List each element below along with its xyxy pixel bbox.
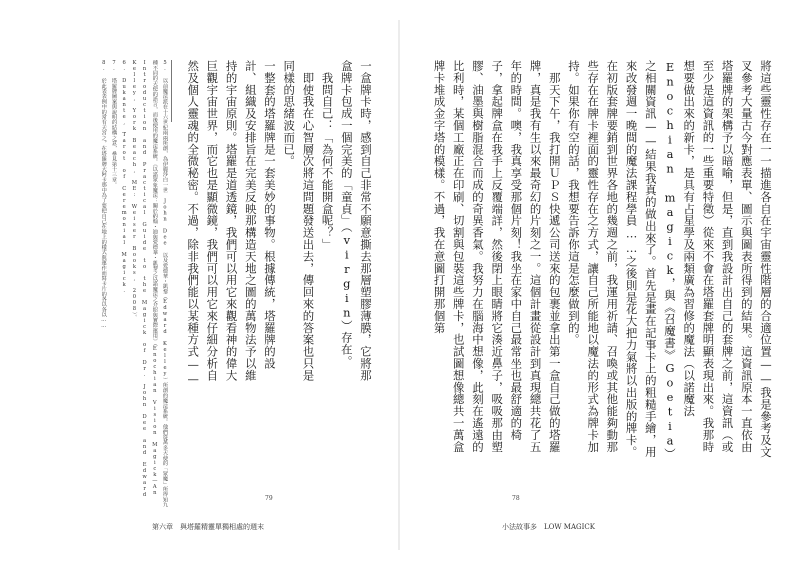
left-page-number: 79 (265, 495, 273, 502)
left-running-head: 第六章 與塔羅精靈單獨相處的週末 (152, 523, 264, 531)
right-running-head: 小法故事多 LOW MAGICK (502, 523, 595, 531)
right-page (400, 0, 799, 567)
footnotes: 5. 以前魔法派在十六世紀兩兩所創，為伊麗莎白一世 John Dee 以及愛德華・凱黎（Edward Kelley）所創的魔法系統。他們從萬多天使的「眾魔」所得知九種不同的天使的語言，而後使用的魔法系統。《以諾眾象魔法：關於約翰・迪與愛德華・凱黎之以諾魔法之介紹與實際運用》（Enochian Vision Magick—An Introduction and Practical Guide to the Magick of Dr. John Dee and Edward Kelley, York Beach, ME: Weiser Books, 2008）。 6. Dukante, Tarot of Ceremonial Magick. 7. 塔羅牌圖案與說明的結構之意，參見第十三章。 8. 於此表表例中的常有天宮之，在塔羅牌大阿卡那中為了要把自己在地上的樣式與運作而寫卡片的各以各以…… (100, 60, 168, 508)
footnote-rule (171, 60, 172, 122)
left-page-body-text: 一盒牌卡時，感到自己非常不願意撕去那層塑膠薄膜，它將那盒牌卡包成一個完美的「童貞」（virgin）存在。 我問自己：「為何不能開盒呢？」 即使我在心智層次將這問題發送出去，傳回來的答案也只是同樣的思緒波而已。 一整套的塔羅牌是一套美妙的事物。根據傳統，塔羅牌的設計、組織及安排旨在完美反映那構造天地之圖的萬物法予以維持的宇宙原則。塔羅是道透鏡，我們可以用它來觀看神的偉大巨觀宇宙世界，而它也是顯微鏡，我們可以用它來仔細分析自然及個人靈魂的全微秘密。不過，除非我們能以某種方式—— (186, 60, 373, 387)
left-page (0, 0, 399, 567)
right-page-body-text: 將這些靈性存在一一描進各自在宇宙靈性階層的合適位置——我是參考及文叉參考大量古今對應表單、圖示與圖表所得到的結果。這資訊原本一直依由塔羅牌的架構予以暗喻，但是，直到我設計出自己的套牌之前，這資訊（或至少是這資訊的一些重要特徵）從來不會在塔羅套牌明顯表現出來。我那時想要做出來的新卡，是具有占星學及兩類廣為習修的魔法（以諾魔法 Enochian magick，與《召魔書》Goetia）之相關資訊——結果我真的做出來了。首先是畫在記事卡上的粗糙手繪，用來改發週一晚間的魔法課程學員……之後則是花大把力氣將以出版的牌卡。在初版套牌要銷到世界各地的幾週之前，我運用祈請、召喚或其他能夠動那些存在在牌卡裡面的靈性存在之方式，讓自己所能地以魔法的形式為牌卡加持。如果你有空的話，我想要告訴你這是怎麼做到的。 那天下午，我打開ＵＰＳ快遞公司送來的包裹並拿出第一盒自己做的塔羅牌，真是我有生以來最奇幻的片刻之一。這個計畫從設計到真現總共花了五年的時間。噢，我真享受那個片刻！我坐在家中自己最常坐也最舒適的椅子，拿起牌盒在我手上反覆端詳，然後閉上眼睛將它湊近鼻子，吸吸那由塑膠、油墨與樹脂混合而成的奇異香氣。我努力在腦海中想像，此刻在遙遠的比利時，某個工廠正在印刷、切割與包裝這些牌卡，也試圖想像總共一萬盒牌卡堆成金字塔的模樣。不過，我在意圖打開那個第 (432, 60, 773, 460)
right-page-number: 78 (512, 495, 520, 502)
